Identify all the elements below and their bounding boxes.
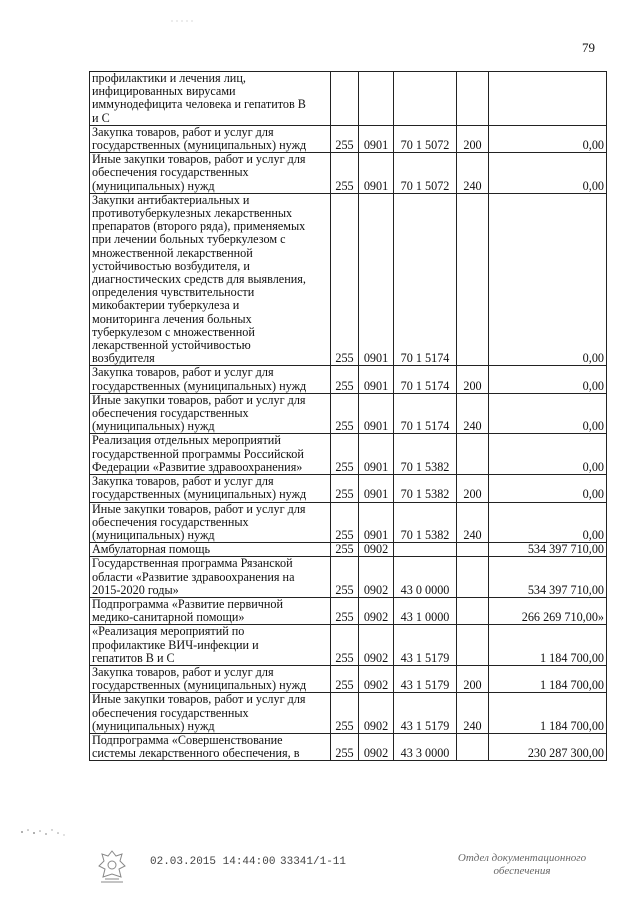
row-kvsr-code: 255 bbox=[331, 193, 359, 366]
table-row bbox=[90, 693, 607, 734]
row-expense-type bbox=[457, 72, 489, 126]
row-target-code: 70 1 5174 bbox=[394, 366, 457, 393]
row-section-code: 0901 bbox=[359, 125, 394, 152]
row-kvsr-code: 255 bbox=[331, 366, 359, 393]
table-row bbox=[90, 125, 607, 152]
row-kvsr-code: 255 bbox=[331, 557, 359, 598]
row-expense-type: 200 bbox=[457, 125, 489, 152]
row-kvsr-code: 255 bbox=[331, 625, 359, 666]
row-target-code: 43 3 0000 bbox=[394, 733, 457, 760]
row-amount: 1 184 700,00 bbox=[489, 625, 607, 666]
row-section-code: 0902 bbox=[359, 625, 394, 666]
table-row bbox=[90, 625, 607, 666]
row-kvsr-code: 255 bbox=[331, 693, 359, 734]
footer-datetime: 02.03.2015 14:44:00 bbox=[150, 856, 276, 868]
budget-table-body bbox=[90, 72, 607, 761]
row-section-code: 0902 bbox=[359, 733, 394, 760]
row-amount: 0,00 bbox=[489, 193, 607, 366]
row-description: Иные закупки товаров, работ и услуг для обеспечения государственных (муниципальных) нужд bbox=[90, 393, 331, 434]
row-kvsr-code: 255 bbox=[331, 665, 359, 692]
row-section-code bbox=[359, 72, 394, 126]
row-description: Закупки антибактериальных и противотуберкулезных лекарственных препаратов (второго ряда), применяемых при лечении больных туберкулезом с множественной лекарственной устойчивостью возбудителя, и диагностических средств для выявления, определения чувствительности микобактерии туберкулеза и мониторинга лечения больных туберкулезом с множественной лекарственной устойчивостью возбудителя bbox=[90, 193, 331, 366]
row-section-code: 0901 bbox=[359, 193, 394, 366]
row-amount: 0,00 bbox=[489, 502, 607, 543]
row-description: Закупка товаров, работ и услуг для государственных (муниципальных) нужд bbox=[90, 366, 331, 393]
row-amount: 0,00 bbox=[489, 125, 607, 152]
table-row bbox=[90, 393, 607, 434]
row-target-code: 43 1 5179 bbox=[394, 665, 457, 692]
row-expense-type bbox=[457, 733, 489, 760]
row-amount: 230 287 300,00 bbox=[489, 733, 607, 760]
row-target-code: 43 1 0000 bbox=[394, 597, 457, 624]
row-kvsr-code bbox=[331, 72, 359, 126]
row-kvsr-code: 255 bbox=[331, 393, 359, 434]
footer-doc-code: 33341/1-11 bbox=[280, 856, 347, 868]
row-section-code: 0901 bbox=[359, 153, 394, 194]
row-description: «Реализация мероприятий по профилактике ВИЧ-инфекции и гепатитов В и С bbox=[90, 625, 331, 666]
scan-dots bbox=[170, 10, 200, 28]
row-amount: 0,00 bbox=[489, 366, 607, 393]
row-description: Реализация отдельных мероприятий государственной программы Российской Федерации «Развитие здравоохранения» bbox=[90, 434, 331, 475]
row-amount: 1 184 700,00 bbox=[489, 665, 607, 692]
row-target-code: 70 1 5072 bbox=[394, 153, 457, 194]
table-row bbox=[90, 557, 607, 598]
row-kvsr-code: 255 bbox=[331, 597, 359, 624]
table-row bbox=[90, 597, 607, 624]
row-amount: 534 397 710,00 bbox=[489, 543, 607, 557]
row-description: Подпрограмма «Развитие первичной медико-санитарной помощи» bbox=[90, 597, 331, 624]
row-amount: 1 184 700,00 bbox=[489, 693, 607, 734]
row-section-code: 0902 bbox=[359, 665, 394, 692]
row-section-code: 0902 bbox=[359, 597, 394, 624]
row-description: Государственная программа Рязанской области «Развитие здравоохранения на 2015-2020 годы» bbox=[90, 557, 331, 598]
row-kvsr-code: 255 bbox=[331, 733, 359, 760]
row-kvsr-code: 255 bbox=[331, 125, 359, 152]
row-target-code: 70 1 5174 bbox=[394, 193, 457, 366]
table-row bbox=[90, 733, 607, 760]
table-row bbox=[90, 153, 607, 194]
row-kvsr-code: 255 bbox=[331, 502, 359, 543]
row-amount: 266 269 710,00» bbox=[489, 597, 607, 624]
row-target-code: 70 1 5382 bbox=[394, 502, 457, 543]
row-kvsr-code: 255 bbox=[331, 543, 359, 557]
table-row bbox=[90, 543, 607, 557]
row-expense-type: 240 bbox=[457, 153, 489, 194]
row-expense-type: 200 bbox=[457, 665, 489, 692]
row-kvsr-code: 255 bbox=[331, 153, 359, 194]
row-section-code: 0901 bbox=[359, 393, 394, 434]
row-description: Иные закупки товаров, работ и услуг для обеспечения государственных (муниципальных) нужд bbox=[90, 502, 331, 543]
table-row bbox=[90, 434, 607, 475]
row-section-code: 0902 bbox=[359, 543, 394, 557]
row-description: Закупка товаров, работ и услуг для государственных (муниципальных) нужд bbox=[90, 125, 331, 152]
row-expense-type: 200 bbox=[457, 366, 489, 393]
row-description: Закупка товаров, работ и услуг для государственных (муниципальных) нужд bbox=[90, 475, 331, 502]
row-expense-type bbox=[457, 557, 489, 598]
row-target-code bbox=[394, 72, 457, 126]
row-target-code: 70 1 5072 bbox=[394, 125, 457, 152]
row-section-code: 0901 bbox=[359, 366, 394, 393]
row-target-code: 70 1 5382 bbox=[394, 475, 457, 502]
row-expense-type: 240 bbox=[457, 693, 489, 734]
footer-department: Отдел документационного обеспечения bbox=[457, 852, 587, 877]
row-amount: 534 397 710,00 bbox=[489, 557, 607, 598]
row-section-code: 0902 bbox=[359, 557, 394, 598]
table-row bbox=[90, 475, 607, 502]
row-section-code: 0901 bbox=[359, 475, 394, 502]
row-amount: 0,00 bbox=[489, 393, 607, 434]
row-description: Амбулаторная помощь bbox=[90, 543, 331, 557]
row-amount bbox=[489, 72, 607, 126]
budget-table bbox=[89, 71, 607, 761]
row-expense-type: 240 bbox=[457, 502, 489, 543]
row-expense-type bbox=[457, 543, 489, 557]
table-row bbox=[90, 665, 607, 692]
table-row bbox=[90, 72, 607, 126]
scan-artifact bbox=[18, 820, 78, 840]
row-target-code: 70 1 5382 bbox=[394, 434, 457, 475]
row-description: Иные закупки товаров, работ и услуг для обеспечения государственных (муниципальных) нужд bbox=[90, 153, 331, 194]
row-expense-type bbox=[457, 193, 489, 366]
row-target-code: 43 0 0000 bbox=[394, 557, 457, 598]
table-row bbox=[90, 502, 607, 543]
row-section-code: 0901 bbox=[359, 434, 394, 475]
row-description: Закупка товаров, работ и услуг для государственных (муниципальных) нужд bbox=[90, 665, 331, 692]
row-amount: 0,00 bbox=[489, 153, 607, 194]
row-description: Иные закупки товаров, работ и услуг для обеспечения государственных (муниципальных) нужд bbox=[90, 693, 331, 734]
row-kvsr-code: 255 bbox=[331, 434, 359, 475]
row-expense-type: 200 bbox=[457, 475, 489, 502]
row-target-code: 70 1 5174 bbox=[394, 393, 457, 434]
row-target-code bbox=[394, 543, 457, 557]
row-kvsr-code: 255 bbox=[331, 475, 359, 502]
emblem-stamp-icon bbox=[95, 848, 129, 886]
row-section-code: 0902 bbox=[359, 693, 394, 734]
table-row bbox=[90, 366, 607, 393]
row-expense-type bbox=[457, 625, 489, 666]
row-description: профилактики и лечения лиц, инфицированных вирусами иммунодефицита человека и гепатитов В и С bbox=[90, 72, 331, 126]
row-expense-type: 240 bbox=[457, 393, 489, 434]
page-number: 79 bbox=[582, 40, 595, 55]
row-target-code: 43 1 5179 bbox=[394, 625, 457, 666]
row-amount: 0,00 bbox=[489, 434, 607, 475]
row-amount: 0,00 bbox=[489, 475, 607, 502]
row-expense-type bbox=[457, 597, 489, 624]
row-description: Подпрограмма «Совершенствование системы лекарственного обеспечения, в bbox=[90, 733, 331, 760]
row-section-code: 0901 bbox=[359, 502, 394, 543]
table-row bbox=[90, 193, 607, 366]
row-target-code: 43 1 5179 bbox=[394, 693, 457, 734]
row-expense-type bbox=[457, 434, 489, 475]
